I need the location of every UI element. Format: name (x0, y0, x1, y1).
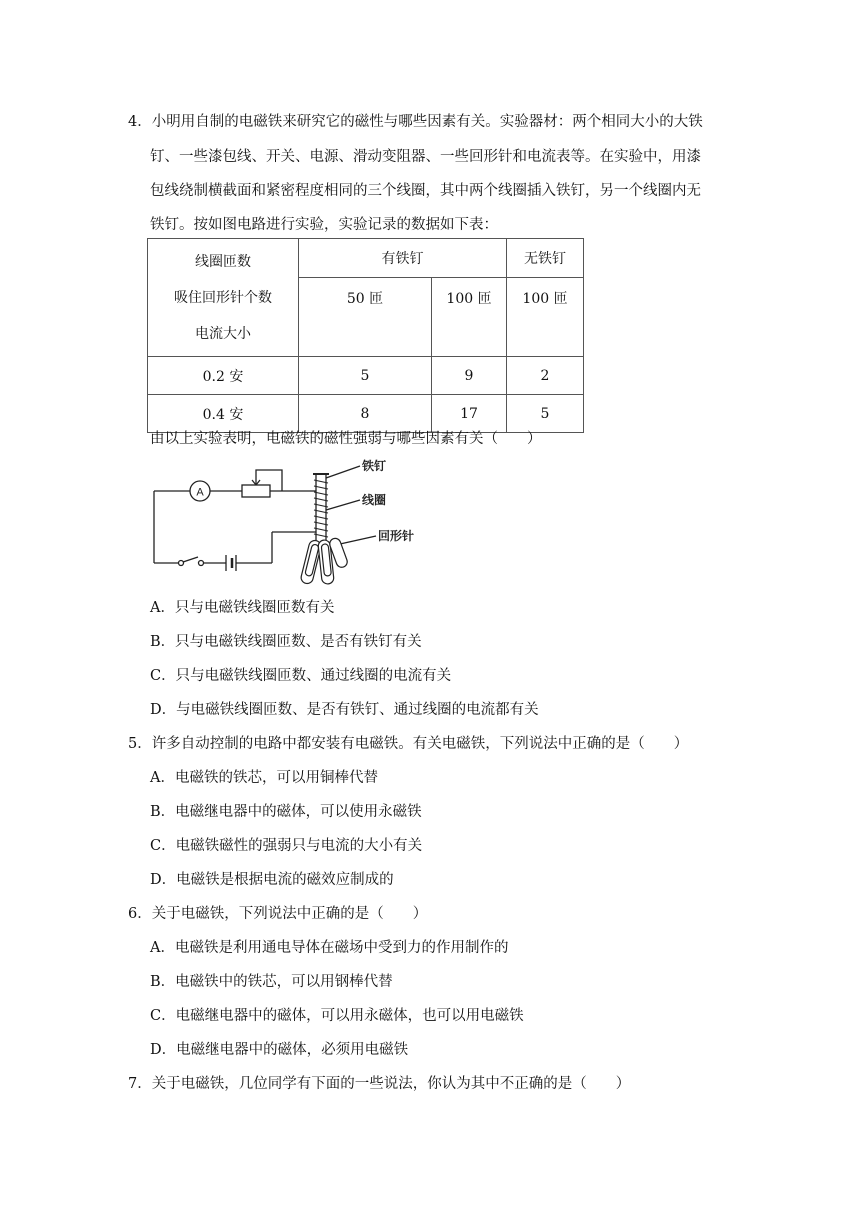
subheader-100-turns-nail: 100 匝 (432, 278, 507, 357)
q5-stem: 5．许多自动控制的电路中都安装有电磁铁。有关电磁铁，下列说法中正确的是（ ） (128, 736, 689, 752)
ammeter-label: A (196, 486, 204, 499)
subheader-100-turns-no-nail: 100 匝 (507, 278, 584, 357)
label-coil: 线圈 (362, 493, 387, 507)
header-without-nail: 无铁钉 (507, 239, 584, 278)
label-clip: 回形针 (378, 529, 415, 543)
q4-number: 4． (128, 114, 152, 130)
q4-stem-line-1: 小明用自制的电磁铁来研究它的磁性与哪些因素有关。实验器材：两个相同大小的大铁 (151, 114, 703, 130)
cell-value: 8 (299, 395, 432, 433)
q4-stem-line-4: 铁钉。按如图电路进行实验，实验记录的数据如下表： (150, 217, 498, 233)
q5-option-c[interactable]: C．电磁铁磁性的强弱只与电流的大小有关 (150, 838, 423, 854)
subheader-50-turns: 50 匝 (299, 278, 432, 357)
cell-value: 2 (507, 357, 584, 395)
q6-option-d[interactable]: D．电磁继电器中的磁体，必须用电磁铁 (150, 1042, 409, 1058)
header-current: 电流大小 (195, 325, 251, 342)
cell-value: 17 (432, 395, 507, 433)
q4-option-a[interactable]: A．只与电磁铁线圈匝数有关 (150, 600, 335, 616)
circuit-diagram (150, 458, 430, 588)
table-corner-header (148, 239, 299, 357)
row-current: 0.2 安 (148, 357, 299, 395)
row-current: 0.4 安 (148, 395, 299, 433)
paper-clips (300, 537, 349, 585)
q6-option-c[interactable]: C．电磁继电器中的磁体，可以用永磁体，也可以用电磁铁 (150, 1008, 524, 1024)
table-row (148, 395, 584, 433)
q6-option-b[interactable]: B．电磁铁中的铁芯，可以用钢棒代替 (150, 974, 393, 990)
cell-value: 9 (432, 357, 507, 395)
q4-option-c[interactable]: C．只与电磁铁线圈匝数、通过线圈的电流有关 (150, 668, 452, 684)
cell-value: 5 (507, 395, 584, 433)
header-coil-turns: 线圈匝数 (195, 253, 251, 270)
cell-value: 5 (299, 357, 432, 395)
q7-stem: 7．关于电磁铁，几位同学有下面的一些说法，你认为其中不正确的是（ ） (128, 1076, 631, 1092)
header-with-nail: 有铁钉 (299, 239, 507, 278)
q4-option-b[interactable]: B．只与电磁铁线圈匝数、是否有铁钉有关 (150, 634, 422, 650)
q4-option-d[interactable]: D．与电磁铁线圈匝数、是否有铁钉、通过线圈的电流都有关 (150, 702, 539, 718)
q4-stem-line-3: 包线绕制横截面和紧密程度相同的三个线圈，其中两个线圈插入铁钉，另一个线圈内无 (150, 183, 701, 199)
q5-option-b[interactable]: B．电磁继电器中的磁体，可以使用永磁铁 (150, 804, 422, 820)
rheostat-symbol (242, 485, 270, 497)
q5-option-d[interactable]: D．电磁铁是根据电流的磁效应制成的 (150, 872, 394, 888)
q4-question: 由以上实验表明，电磁铁的磁性强弱与哪些因素有关（ ） (150, 431, 542, 447)
header-clip-count: 吸住回形针个数 (174, 289, 272, 306)
q5-option-a[interactable]: A．电磁铁的铁芯，可以用铜棒代替 (150, 770, 378, 786)
table-row (148, 357, 584, 395)
label-nail: 铁钉 (362, 459, 387, 473)
q6-stem: 6．关于电磁铁，下列说法中正确的是（ ） (128, 906, 428, 922)
q4-stem-line-2: 钉、一些漆包线、开关、电源、滑动变阻器、一些回形针和电流表等。在实验中，用漆 (150, 149, 701, 165)
q6-option-a[interactable]: A．电磁铁是利用通电导体在磁场中受到力的作用制作的 (150, 940, 509, 956)
experiment-table (147, 238, 584, 433)
q4-line-1 (128, 112, 703, 132)
